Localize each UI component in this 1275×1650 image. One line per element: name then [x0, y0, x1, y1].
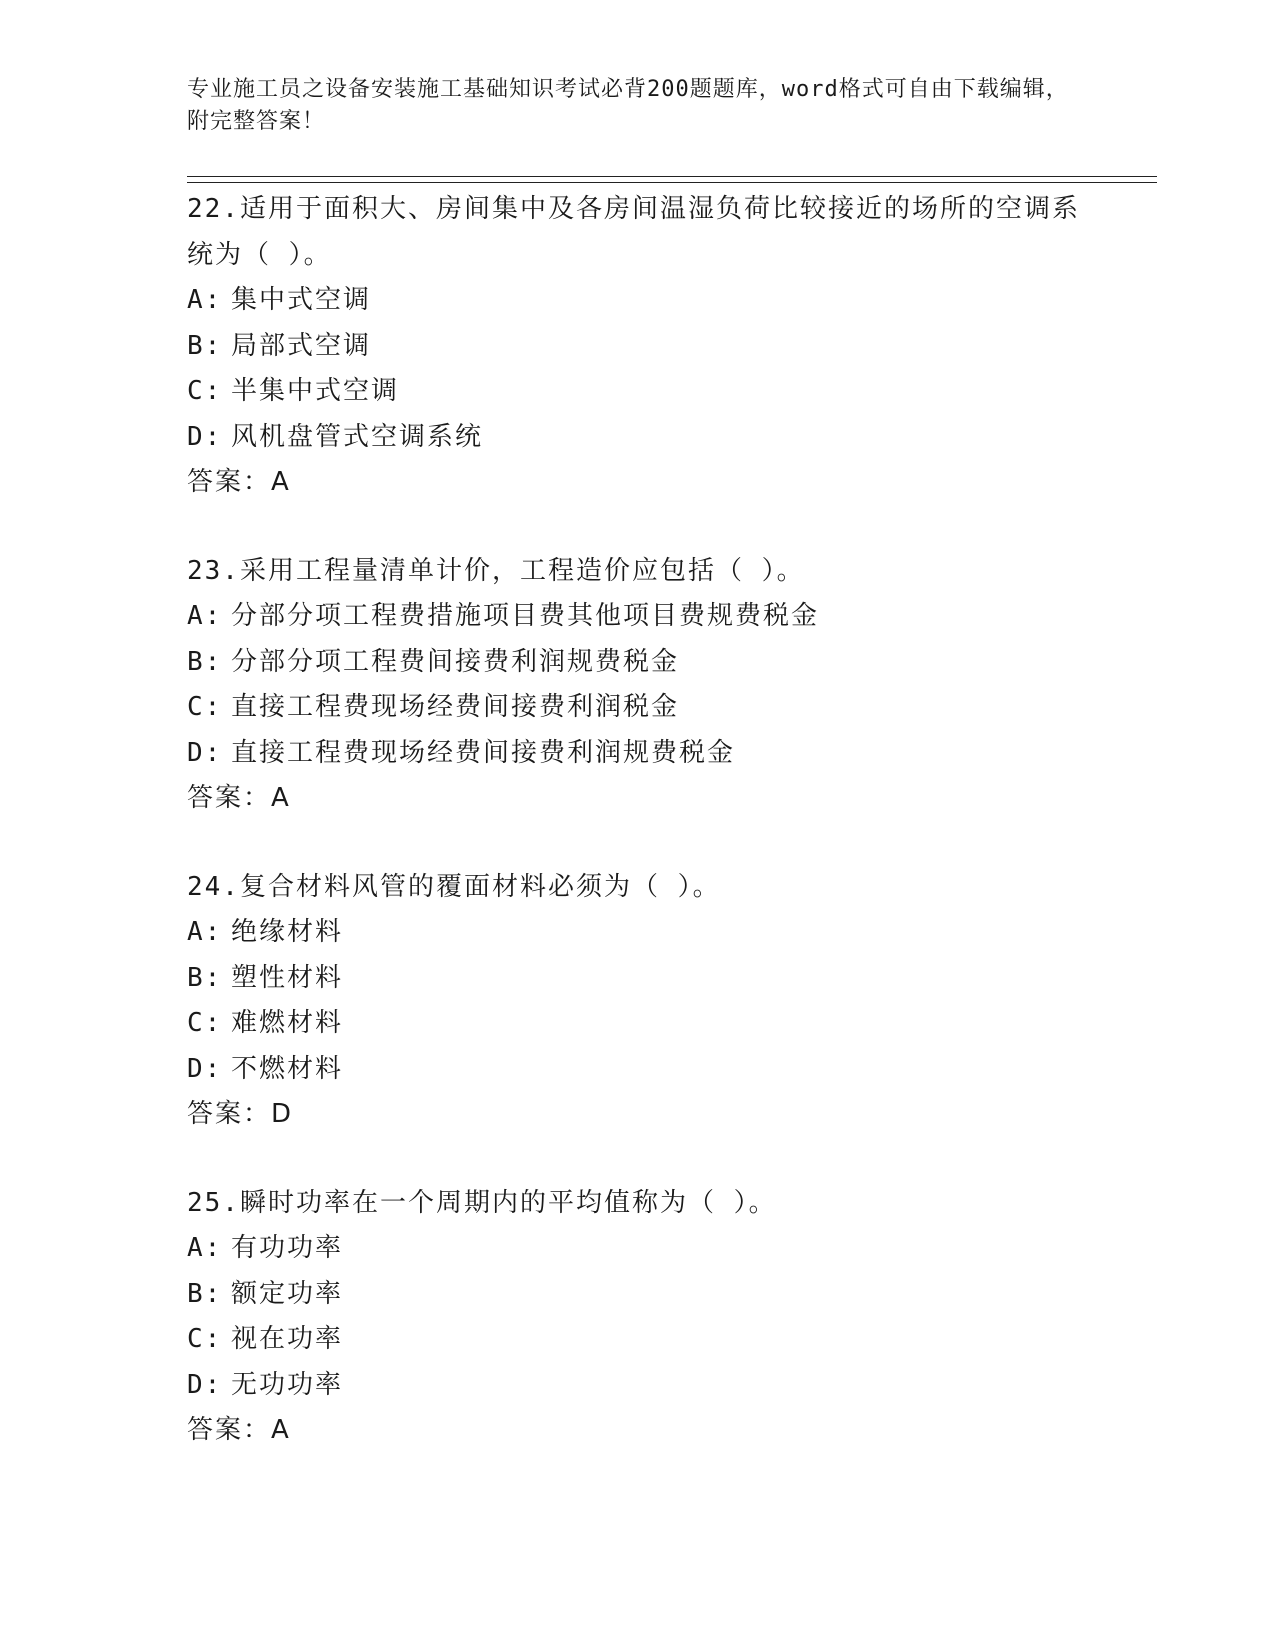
option-b	[187, 956, 1087, 1002]
option-text: 风机盘管式空调系统	[231, 421, 484, 452]
option-letter: B:	[187, 330, 223, 361]
option-text: 有功功率	[231, 1232, 344, 1263]
header-rule-top	[187, 176, 1157, 177]
question-text: 23.采用工程量清单计价，工程造价应包括（ ）。	[187, 555, 805, 586]
option-text: 无功功率	[231, 1369, 344, 1400]
option-letter: C:	[187, 1324, 223, 1355]
question-list	[187, 186, 1087, 1496]
question-text: 22.适用于面积大、房间集中及各房间温湿负荷比较接近的场所的空调系统为（ ）。	[187, 194, 1080, 270]
option-c	[187, 685, 1087, 731]
option-a	[187, 910, 1087, 956]
question-24	[187, 864, 1087, 1138]
option-c	[187, 1317, 1087, 1363]
option-text: 塑性材料	[231, 962, 344, 993]
option-a	[187, 594, 1087, 640]
option-text: 绝缘材料	[231, 916, 344, 947]
option-b	[187, 324, 1087, 370]
option-text: 集中式空调	[231, 285, 372, 315]
option-letter: B:	[187, 646, 223, 677]
option-text: 视在功率	[231, 1324, 344, 1355]
option-text: 额定功率	[231, 1278, 344, 1309]
option-letter: D:	[187, 1053, 223, 1084]
option-c	[187, 1001, 1087, 1047]
answer-line: 答案：A	[187, 783, 291, 814]
option-letter: B:	[187, 962, 223, 993]
option-letter: D:	[187, 421, 223, 452]
question-22	[187, 186, 1087, 506]
option-text: 局部式空调	[231, 330, 372, 361]
question-text: 24.复合材料风管的覆面材料必须为（ ）。	[187, 871, 721, 902]
option-letter: C:	[187, 376, 223, 407]
option-letter: A:	[187, 916, 223, 947]
answer-line: 答案：D	[187, 1099, 294, 1130]
question-text: 25.瞬时功率在一个周期内的平均值称为（ ）。	[187, 1187, 777, 1218]
option-d	[187, 731, 1087, 777]
option-a	[187, 278, 1087, 324]
option-letter: A:	[187, 1232, 223, 1263]
option-d	[187, 1047, 1087, 1093]
option-text: 直接工程费现场经费间接费利润税金	[231, 692, 680, 723]
option-text: 直接工程费现场经费间接费利润规费税金	[231, 737, 736, 768]
header-rule-bottom	[187, 182, 1157, 183]
option-text: 半集中式空调	[231, 376, 400, 407]
option-letter: C:	[187, 692, 223, 723]
option-text: 难燃材料	[231, 1008, 344, 1039]
option-letter: B:	[187, 1278, 223, 1309]
option-a	[187, 1226, 1087, 1272]
option-letter: C:	[187, 1008, 223, 1039]
question-25	[187, 1180, 1087, 1454]
option-letter: A:	[187, 285, 223, 315]
option-d	[187, 1363, 1087, 1409]
option-b	[187, 1272, 1087, 1318]
option-c	[187, 369, 1087, 415]
option-letter: D:	[187, 737, 223, 768]
option-text: 不燃材料	[231, 1053, 344, 1084]
option-letter: A:	[187, 600, 223, 631]
document-header: 专业施工员之设备安装施工基础知识考试必背200题题库，word格式可自由下载编辑，附完整答案！	[187, 77, 1069, 134]
option-text: 分部分项工程费措施项目费其他项目费规费税金	[231, 600, 820, 631]
option-b	[187, 640, 1087, 686]
option-text: 分部分项工程费间接费利润规费税金	[231, 646, 680, 677]
question-23	[187, 548, 1087, 822]
answer-line: 答案：A	[187, 467, 291, 498]
option-d	[187, 415, 1087, 461]
answer-line: 答案：A	[187, 1415, 291, 1446]
option-letter: D:	[187, 1369, 223, 1400]
